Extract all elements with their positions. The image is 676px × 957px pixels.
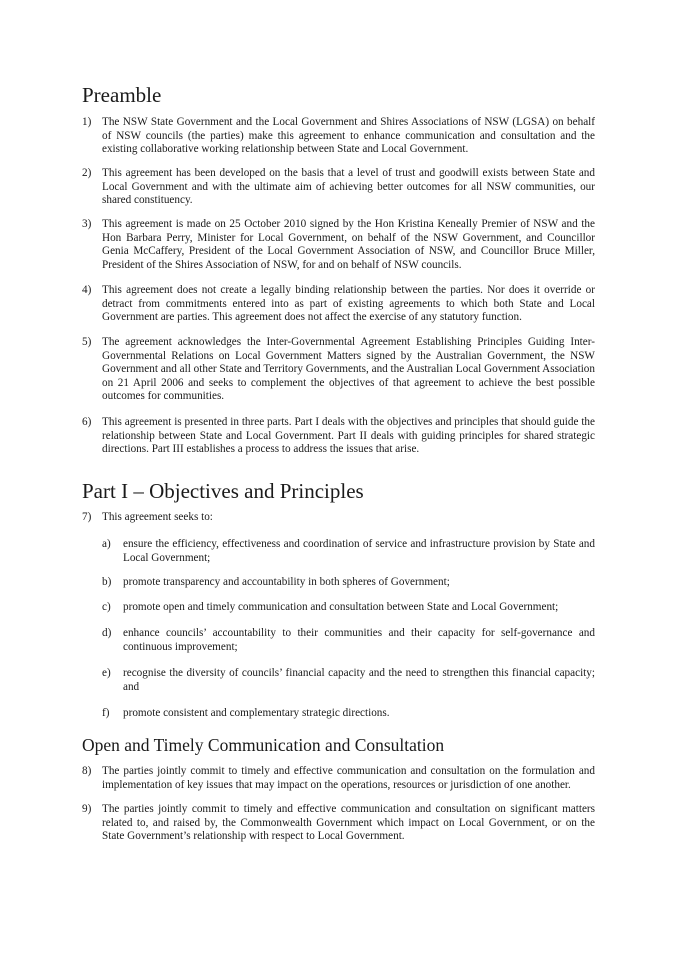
- paragraph-text: This agreement does not create a legally binding relationship between the parties. Nor does it override or detract from commitments entered into as part of existing agreements to which both State and Local Government are parties. This agreement does not affect the exercise of any statutory function.: [102, 284, 595, 324]
- objective-b: [102, 576, 595, 590]
- objective-letter: e): [102, 667, 111, 679]
- paragraph-7: [82, 511, 595, 525]
- paragraph-number: 5): [82, 336, 92, 348]
- objective-text: promote open and timely communication and consultation between State and Local Government;: [123, 601, 559, 613]
- paragraph-text: This agreement has been developed on the basis that a level of trust and goodwill exists between State and Local Government and with the ultimate aim of achieving better outcomes for all NSW communities, our shared constituency.: [102, 167, 595, 207]
- paragraph-text: This agreement seeks to:: [102, 511, 213, 523]
- paragraph-8: [82, 765, 595, 792]
- paragraph-number: 3): [82, 218, 92, 230]
- paragraph-text: This agreement is presented in three parts. Part I deals with the objectives and principles that should guide the relationship between State and Local Government. Part II deals with guiding principles for shared strategic directions. Part III establishes a process to address the issues that arise.: [102, 416, 595, 456]
- paragraph-text: The agreement acknowledges the Inter-Governmental Agreement Establishing Principles Guiding Inter-Governmental Relations on Local Government Matters signed by the Australian Government, the NSW Government and all other State and Territory Governments, and the Australian Local Government Association on 21 April 2006 and seeks to complement the objectives of that agreement to achieve the best possible outcomes for communities.: [102, 336, 595, 403]
- objective-text: recognise the diversity of councils’ financial capacity and the need to strengthen this financial capacity; and: [123, 667, 595, 693]
- paragraph-number: 1): [82, 116, 92, 128]
- paragraph-number: 2): [82, 167, 92, 179]
- objective-d: [102, 627, 595, 654]
- paragraph-text: The parties jointly commit to timely and effective communication and consultation on the formulation and implementation of key issues that may impact on the operations, resources or jurisdiction of one another.: [102, 765, 595, 791]
- paragraph-3: [82, 218, 595, 272]
- heading-communication: Open and Timely Communication and Consultation: [82, 735, 445, 755]
- objective-letter: f): [102, 707, 110, 719]
- paragraph-9: [82, 803, 595, 844]
- paragraph-number: 4): [82, 284, 92, 296]
- objective-letter: a): [102, 538, 111, 550]
- objective-a: [102, 538, 595, 565]
- paragraph-text: This agreement is made on 25 October 2010 signed by the Hon Kristina Keneally Premier of NSW and the Hon Barbara Perry, Minister for Local Government, on behalf of the NSW Government, and Councillor Genia McCaffery, President of the Local Government Association of NSW, and Councillor Bruce Miller, President of the Shires Association of NSW, for and on behalf of NSW councils.: [102, 218, 595, 271]
- paragraph-number: 6): [82, 416, 92, 428]
- paragraph-4: [82, 284, 595, 325]
- objective-text: ensure the efficiency, effectiveness and coordination of service and infrastructure provision by State and Local Government;: [123, 538, 595, 564]
- paragraph-text: The NSW State Government and the Local Government and Shires Associations of NSW (LGSA) on behalf of NSW councils (the parties) make this agreement to enhance communication and consultation and the existing collaborative working relationship between State and Local Government.: [102, 116, 595, 156]
- objective-letter: b): [102, 576, 112, 588]
- paragraph-6: [82, 416, 595, 457]
- objective-letter: c): [102, 601, 111, 613]
- paragraph-5: [82, 336, 595, 404]
- objective-letter: d): [102, 627, 112, 639]
- objective-text: promote consistent and complementary strategic directions.: [123, 707, 390, 719]
- objective-c: [102, 601, 595, 615]
- paragraph-text: The parties jointly commit to timely and effective communication and consultation on significant matters related to, and raised by, the Commonwealth Government which impact on Local Government, or on the State Government’s relationship with respect to Local Government.: [102, 803, 595, 843]
- paragraph-number: 7): [82, 511, 92, 523]
- heading-preamble: Preamble: [82, 83, 162, 107]
- paragraph-1: [82, 116, 595, 157]
- paragraph-number: 8): [82, 765, 92, 777]
- objective-text: promote transparency and accountability in both spheres of Government;: [123, 576, 450, 588]
- paragraph-2: [82, 167, 595, 208]
- objective-text: enhance councils’ accountability to their communities and their capacity for self-governance and continuous improvement;: [123, 627, 595, 653]
- objective-e: [102, 667, 595, 694]
- paragraph-number: 9): [82, 803, 92, 815]
- heading-part-one: Part I – Objectives and Principles: [82, 479, 364, 503]
- objective-f: [102, 707, 595, 721]
